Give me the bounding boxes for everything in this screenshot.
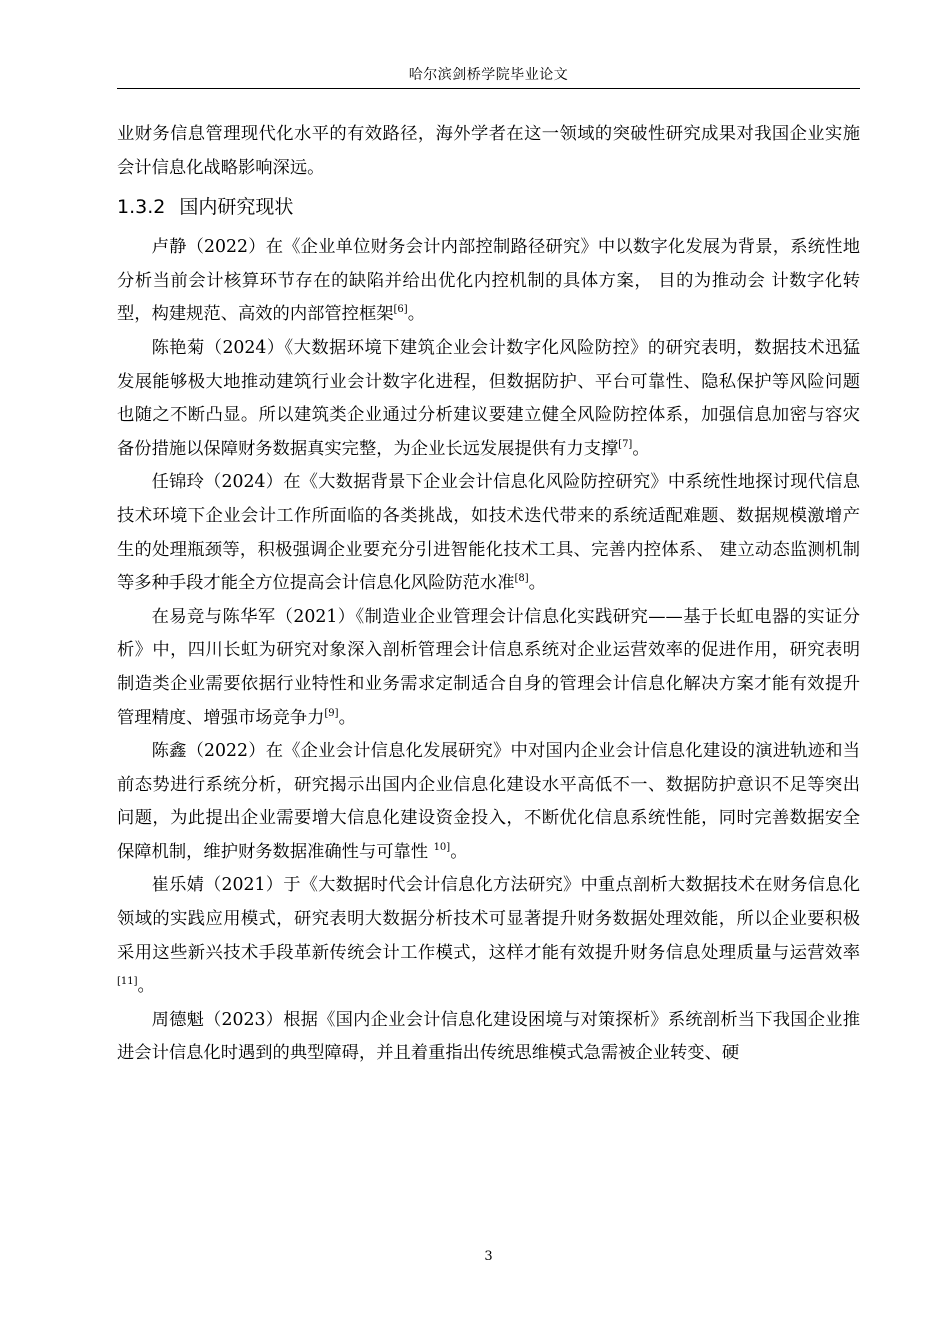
page-header-title: 哈尔滨剑桥学院毕业论文 bbox=[408, 67, 569, 83]
citation-ref: [8] bbox=[514, 573, 529, 585]
section-number: 1.3.2 bbox=[117, 196, 166, 219]
citation-ref: [9] bbox=[324, 707, 339, 719]
paragraph-chenxin: 陈鑫（2022）在《企业会计信息化发展研究》中对国内企业会计信息化建设的演进轨迹和当前态势进行系统分析，研究揭示出国内企业信息化建设水平高低不一、数据防护意识不足等突出问题，为此提出企业需要增大信息化建设资金投入，不断优化信息系统性能，同时完善数据安全保障机制，维护财务数据准确性与可靠性 $^{10]}$。 bbox=[117, 741, 860, 862]
paragraph-yijing: 在易竞与陈华军（2021）《制造业企业管理会计信息化实践研究——基于长虹电器的实证分析》中，四川长虹为研究对象深入剖析管理会计信息系统对企业运营效率的促进作用，研究表明制造类企业需要依据行业特性和业务需求定制适合自身的管理会计信息化解决方案才能有效提升管理精度、增强市场竞争力[9]。 bbox=[117, 606, 860, 728]
citation-ref: [6] bbox=[393, 304, 408, 316]
citation-ref: 10] bbox=[433, 842, 451, 854]
citation-ref: [11] bbox=[117, 976, 138, 988]
citation-ref: [7] bbox=[618, 438, 633, 450]
paragraph-renjinling: 任锦玲（2024）在《大数据背景下企业会计信息化风险防控研究》中系统性地探讨现代信息技术环境下企业会计工作所面临的各类挑战，如技术迭代带来的系统适配难题、数据规模激增产生的处理瓶颈等，积极强调企业要充分引进智能化技术工具、完善内控体系、 建立动态监测机制等多种手段才能全方位提高会计信息化风险防范水准[8]。 bbox=[117, 472, 860, 594]
page-number: 3 bbox=[484, 1249, 493, 1264]
header-divider bbox=[117, 88, 860, 89]
paragraph-cuilejing: 崔乐婧（2021）于《大数据时代会计信息化方法研究》中重点剖析大数据技术在财务信息化领域的实践应用模式，研究表明大数据分析技术可显著提升财务数据处理效能，所以企业要积极采用这些新兴技术手段革新传统会计工作模式，这样才能有效提升财务信息处理质量与运营效率[11]。 bbox=[117, 875, 860, 997]
paragraph-continued: 业财务信息管理现代化水平的有效路径，海外学者在这一领域的突破性研究成果对我国企业实施会计信息化战略影响深远。 bbox=[117, 124, 860, 178]
paragraph-chenyanju: 陈艳菊（2024）《大数据环境下建筑企业会计数字化风险防控》的研究表明，数据技术迅猛发展能够极大地推动建筑行业会计数字化进程，但数据防护、平台可靠性、隐私保护等风险问题也随之不断凸显。所以建筑类企业通过分析建议要建立健全风险防控体系，加强信息加密与容灾备份措施以保障财务数据真实完整，为企业长远发展提供有力支撑[7]。 bbox=[117, 337, 860, 459]
page-body bbox=[117, 118, 860, 1071]
paragraph-zhoudekui: 周德魁（2023）根据《国内企业会计信息化建设困境与对策探析》系统剖析当下我国企业推进会计信息化时遇到的典型障碍，并且着重指出传统思维模式急需被企业转变、硬 bbox=[117, 1009, 860, 1064]
paragraph-lujing: 卢静（2022）在《企业单位财务会计内部控制路径研究》中以数字化发展为背景，系统性地分析当前会计核算环节存在的缺陷并给出优化内控机制的具体方案， 目的为推动会 计数字化转型，构建规范、高效的内部管控框架[6]。 bbox=[117, 237, 860, 325]
section-heading bbox=[117, 187, 860, 227]
section-title: 国内研究现状 bbox=[179, 196, 294, 219]
